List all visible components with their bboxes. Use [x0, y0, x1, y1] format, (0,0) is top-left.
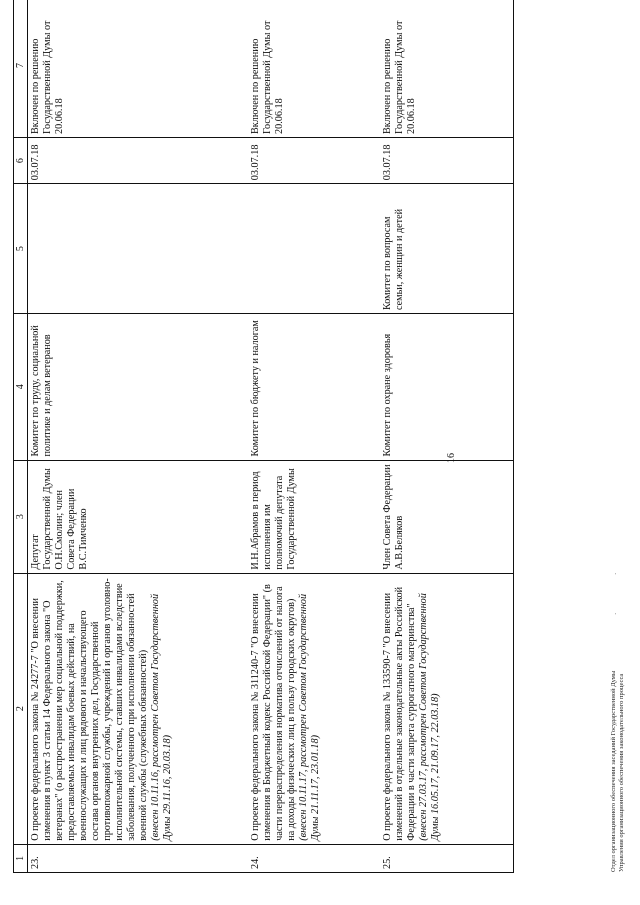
col-header-7: 7: [14, 0, 28, 137]
date-cell: 03.07.18: [380, 137, 514, 183]
col-header-3: 3: [14, 460, 28, 573]
row-number: 24.: [248, 844, 380, 872]
author-cell: И.Н.Абрамов в период исполнения им полномочий депутата Государственной Думы: [248, 460, 380, 573]
table-row: [28, 0, 249, 873]
table-row: [380, 0, 514, 873]
footer-note: [610, 671, 626, 872]
author-cell: Депутат Государственной Думы О.Н.Смолин; член Совета Федерации В.С.Тимченко: [28, 460, 249, 573]
header-row: [14, 0, 28, 873]
col-header-6: 6: [14, 137, 28, 183]
author-cell: Член Совета Федерации А.В.Беляков: [380, 460, 514, 573]
footer-line-1: Отдел организационного обеспечения заседаний Государственной Думы: [610, 670, 617, 872]
co-committee-cell: [248, 184, 380, 314]
co-committee-cell: [28, 184, 249, 314]
page-number: 16: [446, 453, 457, 463]
col-header-4: 4: [14, 314, 28, 461]
scan-speck: ·: [612, 572, 620, 575]
table-row: [248, 0, 380, 873]
date-cell: 03.07.18: [248, 137, 380, 183]
bill-cell: [248, 573, 380, 844]
decision-cell: Включен по решению Государственной Думы от 20.06.18: [248, 0, 380, 137]
bill-title: О проекте федерального закона № 24277-7 "О внесении изменения в пункт 3 статьи 14 Федерального закона "О ветеранах" (о распространении мер социальной поддержки, предоставляемых инвалидам боевых действий, на военнослужащих и лиц рядового и начальствующего состава органов внутренних дел, Государственной противопожарной службы, учреждений и органов уголовно-исполнительной системы, ставших инвалидами вследствие заболевания, полученного при исполнении обязанностей военной службы (служебных обязанностей): [30, 578, 150, 841]
row-number: 25.: [380, 844, 514, 872]
date-cell: 03.07.18: [28, 137, 249, 183]
col-header-5: 5: [14, 184, 28, 314]
committee-cell: Комитет по охране здоровья: [380, 314, 514, 461]
committee-cell: Комитет по бюджету и налогам: [248, 314, 380, 461]
scan-speck: ·: [612, 612, 620, 615]
bill-title: О проекте федерального закона № 311240-7 "О внесении изменения в Бюджетный кодекс Российской Федерации" (в части перераспределения норматива отчислений от налога на доходы физических лиц в пользу городских округов): [250, 584, 298, 841]
bill-title: О проекте федерального закона № 133590-7 "О внесении изменений в отдельные законодательные акты Российской Федерации в части запрета суррогатного материнства": [382, 586, 418, 841]
bill-note: (внесен 27.03.17, рассмотрен Советом Государственной Думы 16.05.17, 21.09.17, 22.03.18): [418, 593, 442, 841]
bill-cell: [28, 573, 249, 844]
col-header-2: 2: [14, 573, 28, 844]
col-header-1: 1: [14, 844, 28, 872]
footer-line-2: Управления организационного обеспечения законодательного процесса: [617, 673, 625, 872]
row-number: 23.: [28, 844, 249, 872]
co-committee-cell: Комитет по вопросам семьи, женщин и детей: [380, 184, 514, 314]
bill-note: (внесен 10.11.17, рассмотрен Советом Государственной Думы 21.11.17, 23.01.18): [298, 593, 322, 841]
bill-cell: [380, 573, 514, 844]
bill-note: (внесен 10.11.16, рассмотрен Советом Государственной Думы 29.11.16, 20.03.18): [150, 593, 174, 841]
decision-cell: Включен по решению Государственной Думы от 20.06.18: [380, 0, 514, 137]
committee-cell: Комитет по труду, социальной политике и делам ветеранов: [28, 314, 249, 461]
agenda-table: [13, 0, 514, 873]
decision-cell: Включен по решению Государственной Думы от 20.06.18: [28, 0, 249, 137]
